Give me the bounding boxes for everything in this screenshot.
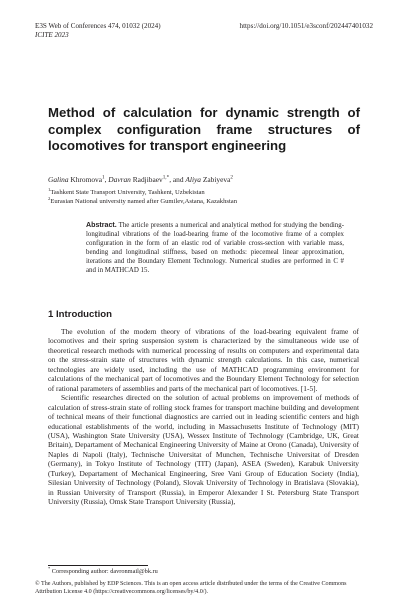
doi-link[interactable]: https://doi.org/10.1051/e3sconf/202447401032 [239, 22, 373, 30]
author-first-name: Galina [48, 175, 69, 184]
affiliation [48, 197, 237, 206]
abstract-text: The article presents a numerical and analytical method for studying the bending-longitudinal vibrations of the load-bearing frame of the locomotive frame of a complex configuration in the form of an elastic rod of variable cross-section with variable mass, bending and longitudinal stiffness, based on methods: piecemeal linear approximation, iterations and the Boundary Element Technology. Numerical studies are performed in C # and in MATHCAD 15. [86, 222, 344, 274]
author [48, 175, 105, 184]
affiliation-mark: 1 [48, 186, 51, 192]
affiliation-list [48, 188, 237, 206]
author-affiliation-mark: 2 [230, 174, 233, 181]
license-notice: © The Authors, published by EDP Sciences. This is an open access article distributed under the terms of the Creative Commons Attribution License 4.0 (https://creativecommons.org/licenses/by/4.0/). [35, 581, 347, 595]
author [108, 175, 169, 184]
affiliation [48, 188, 237, 197]
footnote-mark: * [48, 565, 51, 571]
paragraph: The evolution of the modern theory of vibrations of the load-bearing equivalent frame of locomotives and their spring suspension system is characterized by the simultaneous wide use of theoretical research methods with numerical processing of results on computers and experimental data on the stress-strain state of structures with dynamic strength calculations. In this case, numerical technologies are widely used, including the use of MATHCAD programming environment for calculations of the mechanical part of locomotives and the Boundary Element Technology for selection of rational parameters of assemblies and parts of the mechanical part of locomotives. [1-5]. [48, 327, 359, 393]
author-first-name: Davran [108, 175, 131, 184]
author-affiliation-mark: 1 [102, 174, 105, 181]
author-separator: , and [169, 175, 186, 184]
abstract [86, 221, 344, 275]
footnote-text: Corresponding author: davronmail@bk.ru [50, 568, 158, 575]
paragraph: Scientific researches directed on the solution of actual problems on improvement of methods of calculation of stress-strain state of rolling stock frames for transport machine building and development of technical means of their functional diagnostics are carried out in leading scientific centers and high educational establishments of the world, including in Massachusetts Institute of Technology (MIT) (USA), Washington State University (USA), Wessex Institute of Technology (Cambridge, UK, Great Britain), Departament of Mechanical Engineering University of Maine at Orono (Canada), University of Naples di Napoli (Italy), Technische Universitat of Munchen, Technische Universitat of Dresden (Germany), in Tokyo Institute of Technology (TIT) (Japan), ASEA (Sweden), Karabuk University (Turkey), Departament of Mechanical Engineering, Sree Vani Group of Education Society (India), Silesian University of Technology (Poland), Slovak University of Technology in Bratislava (Slovakia), in Russian University of Transport (Russia), in Emperor Alexander I St. Petersburg State Transport University (Russia), Omsk State Transport University (Russia), [48, 393, 359, 507]
paper-title: Method of calculation for dynamic strength of complex configuration frame structures of locomotives for transport engineering [48, 105, 360, 154]
affiliation-mark: 2 [48, 195, 51, 201]
affiliation-text: Tashkent State Transport University, Tashkent, Uzbekistan [50, 189, 205, 196]
journal-reference: E3S Web of Conferences 474, 01032 (2024) [35, 22, 161, 30]
affiliation-text: Eurasian National university named after Gumilev,Astana, Kazakhstan [50, 198, 238, 205]
footnote [48, 565, 158, 576]
author-separator: , [104, 175, 109, 184]
author-affiliation-mark: 1,* [162, 174, 170, 181]
conference-name: ICITE 2023 [35, 31, 69, 39]
author-last-name: Radjibaev [132, 175, 163, 184]
author-last-name: Zabiyeva [202, 175, 231, 184]
abstract-label: Abstract. [86, 221, 117, 229]
author [185, 175, 233, 184]
author-last-name: Khromova [70, 175, 102, 184]
author-first-name: Aliya [185, 175, 202, 184]
section-heading: 1 Introduction [48, 309, 112, 320]
footnote-divider [48, 565, 148, 566]
body-text [48, 327, 359, 507]
author-list [48, 175, 233, 184]
